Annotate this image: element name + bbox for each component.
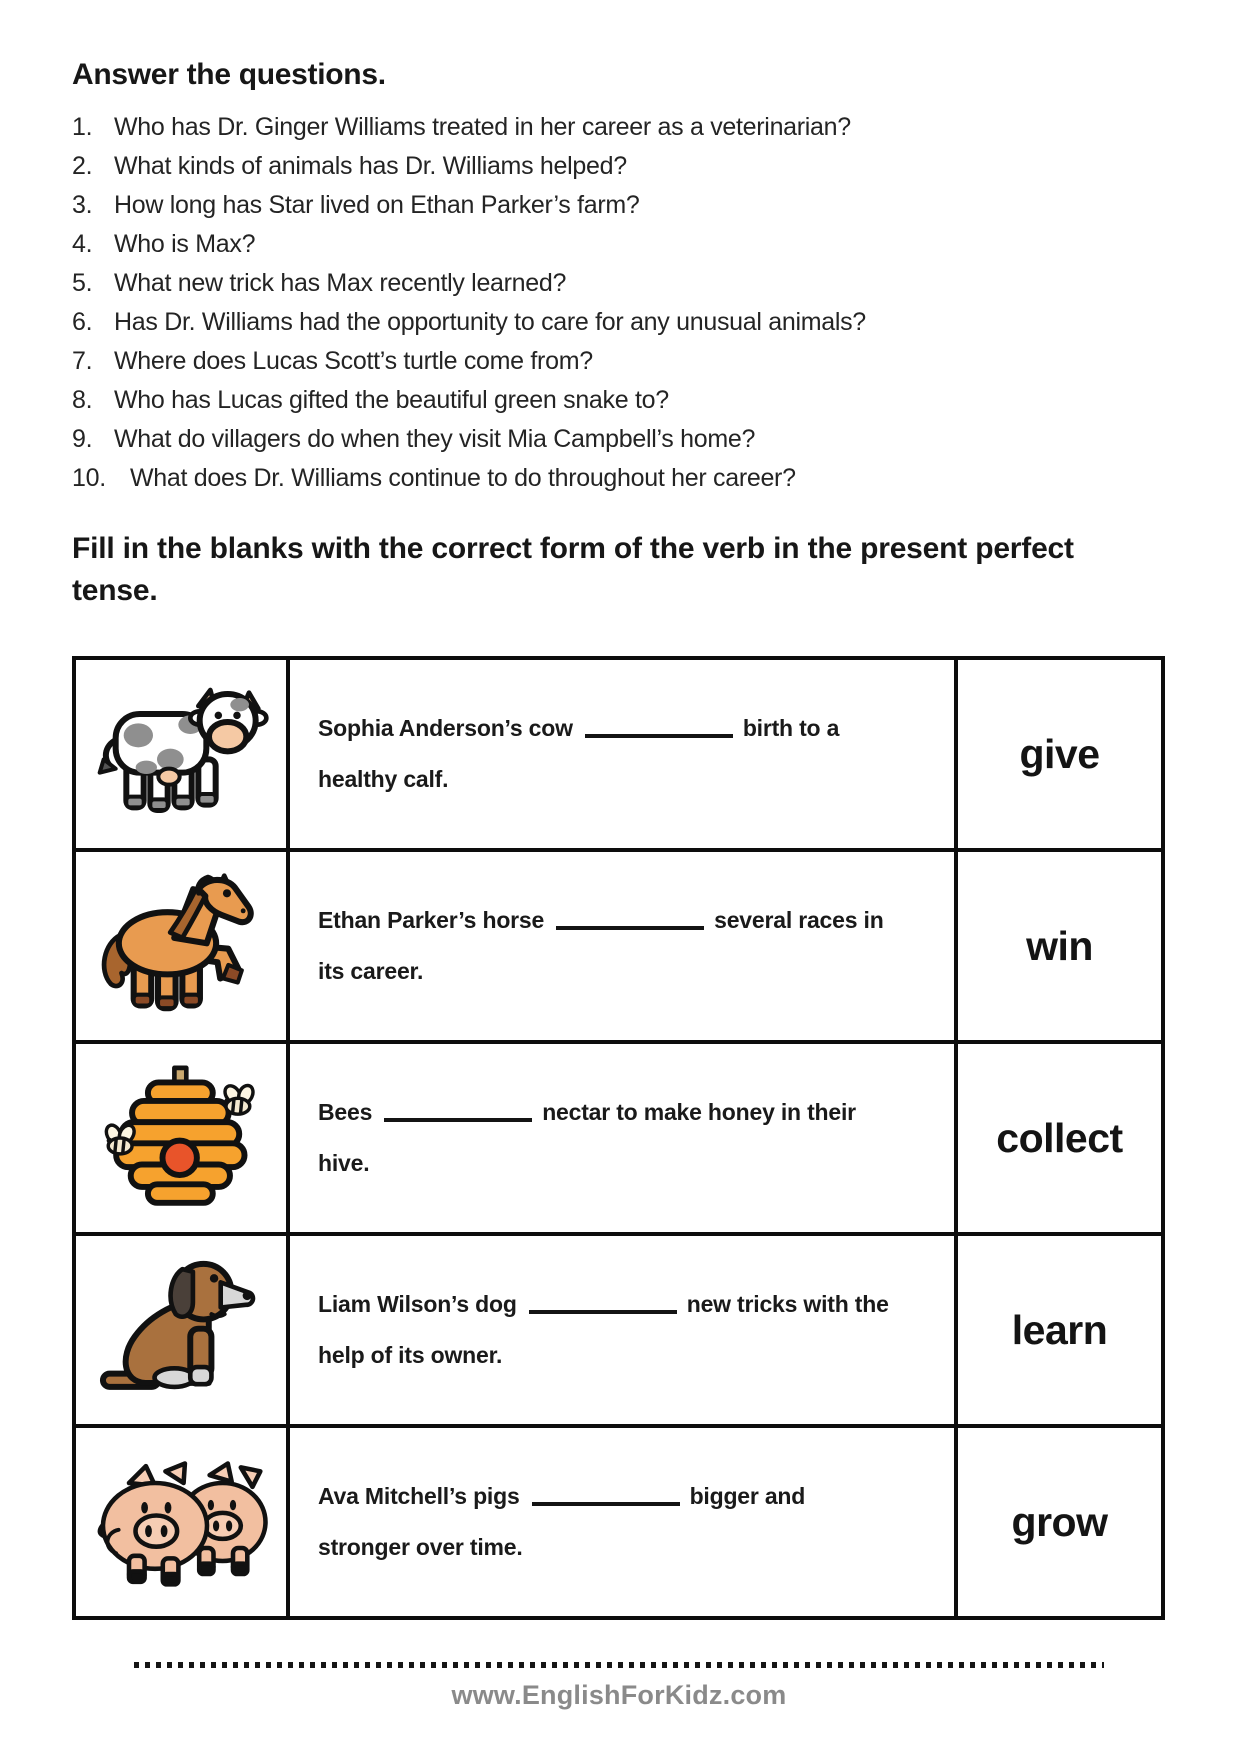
answer-blank bbox=[384, 1118, 532, 1122]
sentence-after: several races in its career. bbox=[318, 907, 884, 984]
question-item bbox=[72, 342, 1166, 381]
horse-icon bbox=[93, 873, 269, 1019]
fill-sentence bbox=[318, 703, 893, 805]
website-url: www.EnglishForKidz.com bbox=[451, 1680, 787, 1710]
table-row bbox=[74, 1042, 1163, 1234]
answer-blank bbox=[529, 1310, 677, 1314]
table-row bbox=[74, 1426, 1163, 1618]
question-number: 2. bbox=[72, 152, 93, 180]
pigs-icon bbox=[90, 1457, 272, 1587]
sentence-cell bbox=[288, 1234, 956, 1426]
question-item bbox=[72, 264, 1166, 303]
table-row bbox=[74, 850, 1163, 1042]
fill-sentence bbox=[318, 1471, 893, 1573]
sentence-before: Ava Mitchell’s pigs bbox=[318, 1483, 520, 1509]
question-number: 6. bbox=[72, 308, 93, 336]
question-number: 1. bbox=[72, 113, 93, 141]
sentence-after: birth to a healthy calf. bbox=[318, 715, 840, 792]
question-item bbox=[72, 147, 1166, 186]
verb-cell bbox=[956, 1234, 1163, 1426]
section-title-fill-blanks: Fill in the blanks with the correct form of the verb in the present perfect tense. bbox=[72, 532, 1074, 607]
sentence-cell bbox=[288, 1426, 956, 1618]
question-item bbox=[72, 303, 1166, 342]
sentence-before: Sophia Anderson’s cow bbox=[318, 715, 573, 741]
verb-label: grow bbox=[1011, 1498, 1108, 1545]
question-number: 10. bbox=[72, 464, 106, 492]
sentence-cell bbox=[288, 1042, 956, 1234]
cow-icon bbox=[93, 681, 269, 827]
question-text: Who is Max? bbox=[114, 230, 256, 258]
sentence-cell bbox=[288, 658, 956, 850]
answer-blank bbox=[532, 1502, 680, 1506]
sentence-after: bigger and stronger over time. bbox=[318, 1483, 806, 1560]
animal-image-cell bbox=[74, 1234, 288, 1426]
verb-cell bbox=[956, 658, 1163, 850]
question-number: 3. bbox=[72, 191, 93, 219]
verb-cell bbox=[956, 850, 1163, 1042]
question-text: Where does Lucas Scott’s turtle come from? bbox=[114, 347, 593, 375]
fill-blanks-table bbox=[72, 656, 1165, 1620]
question-text: Has Dr. Williams had the opportunity to care for any unusual animals? bbox=[114, 308, 866, 336]
question-text: Who has Lucas gifted the beautiful green snake to? bbox=[114, 386, 669, 414]
question-text: What does Dr. Williams continue to do throughout her career? bbox=[130, 464, 796, 492]
animal-image-cell bbox=[74, 1426, 288, 1618]
sentence-cell bbox=[288, 850, 956, 1042]
question-item bbox=[72, 108, 1166, 147]
animal-image-cell bbox=[74, 658, 288, 850]
question-number: 5. bbox=[72, 269, 93, 297]
animal-image-cell bbox=[74, 1042, 288, 1234]
verb-label: learn bbox=[1011, 1306, 1108, 1353]
dog-icon bbox=[95, 1256, 267, 1404]
sentence-after: nectar to make honey in their hive. bbox=[318, 1099, 856, 1176]
question-text: How long has Star lived on Ethan Parker’s farm? bbox=[114, 191, 640, 219]
sentence-after: new tricks with the help of its owner. bbox=[318, 1291, 889, 1368]
answer-blank bbox=[585, 734, 733, 738]
sentence-before: Bees bbox=[318, 1099, 373, 1125]
verb-label: give bbox=[1019, 730, 1100, 777]
question-number: 8. bbox=[72, 386, 93, 414]
question-number: 7. bbox=[72, 347, 93, 375]
section-title-answer-questions: Answer the questions. bbox=[72, 58, 386, 91]
sentence-before: Liam Wilson’s dog bbox=[318, 1291, 517, 1317]
fill-sentence bbox=[318, 895, 893, 997]
animal-image-cell bbox=[74, 850, 288, 1042]
table-row bbox=[74, 1234, 1163, 1426]
question-text: What new trick has Max recently learned? bbox=[114, 269, 567, 297]
question-list bbox=[72, 108, 1166, 498]
question-item bbox=[72, 225, 1166, 264]
question-item bbox=[72, 381, 1166, 420]
verb-cell bbox=[956, 1426, 1163, 1618]
fill-sentence bbox=[318, 1087, 893, 1189]
verb-cell bbox=[956, 1042, 1163, 1234]
question-number: 9. bbox=[72, 425, 93, 453]
question-item bbox=[72, 186, 1166, 225]
beehive-icon bbox=[95, 1064, 267, 1212]
question-text: What kinds of animals has Dr. Williams helped? bbox=[114, 152, 627, 180]
verb-label: collect bbox=[996, 1114, 1123, 1161]
sentence-before: Ethan Parker’s horse bbox=[318, 907, 545, 933]
question-text: Who has Dr. Ginger Williams treated in her career as a veterinarian? bbox=[114, 113, 851, 141]
dotted-divider bbox=[134, 1662, 1104, 1668]
table-row bbox=[74, 658, 1163, 850]
fill-sentence bbox=[318, 1279, 893, 1381]
verb-label: win bbox=[1026, 922, 1093, 969]
question-number: 4. bbox=[72, 230, 93, 258]
question-item bbox=[72, 459, 1166, 498]
answer-blank bbox=[556, 926, 704, 930]
question-text: What do villagers do when they visit Mia Campbell’s home? bbox=[114, 425, 756, 453]
question-item bbox=[72, 420, 1166, 459]
